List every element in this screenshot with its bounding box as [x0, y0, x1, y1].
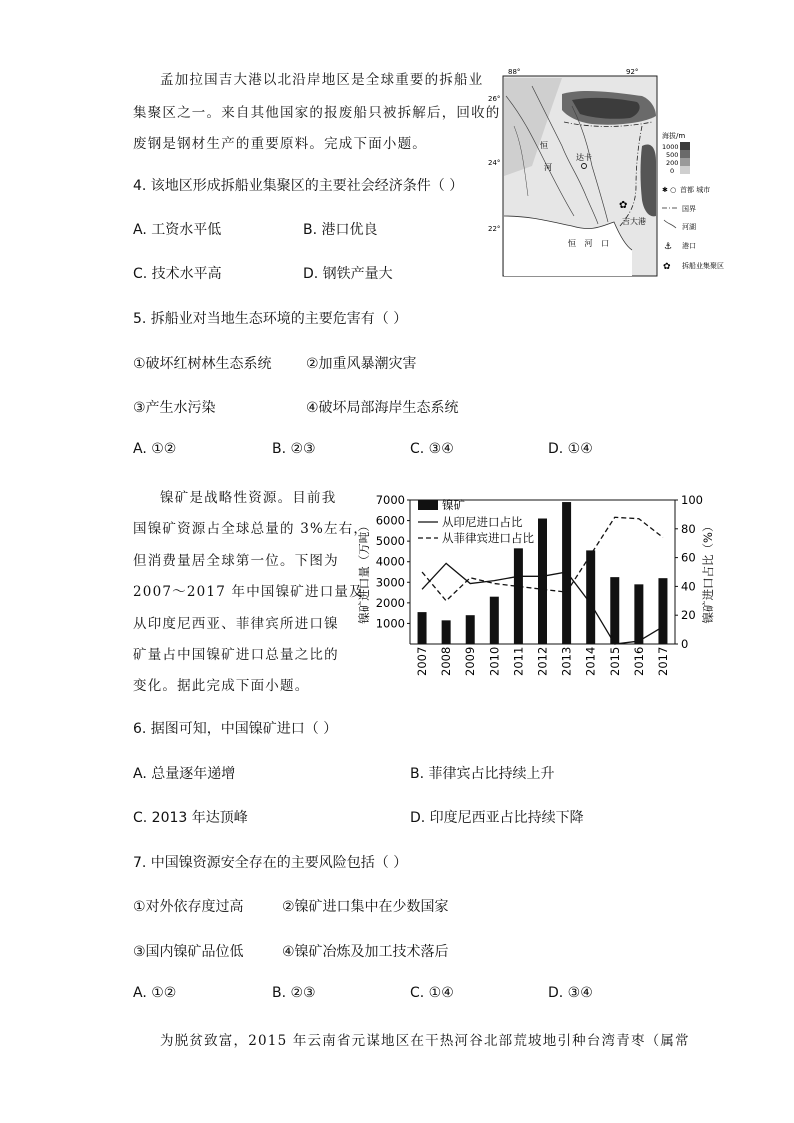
q5-statement-4: ④破坏局部海岸生态系统 [306, 400, 459, 416]
legend-bar-label: 镍矿 [442, 498, 465, 512]
q5-option-b[interactable]: B. ②③ [272, 441, 316, 457]
lat-label-26: 26° [488, 95, 501, 103]
river-label-he: 河 [544, 163, 552, 172]
q5-statement-2: ②加重风暴潮灾害 [306, 356, 417, 372]
right-tick-label: 0 [681, 637, 689, 651]
q7-option-a[interactable]: A. ①② [133, 985, 177, 1001]
x-tick-label: 2017 [655, 646, 670, 676]
intro1-line1: 孟加拉国吉大港以北沿岸地区是全球重要的拆船业 [160, 72, 484, 88]
q7-option-b[interactable]: B. ②③ [272, 985, 316, 1001]
q5-stem: 5. 拆船业对当地生态环境的主要危害有（ ） [133, 311, 408, 327]
bar-2007 [418, 612, 427, 644]
q6-option-b[interactable]: B. 菲律宾占比持续上升 [410, 766, 555, 782]
intro2-line4: 2007～2017 年中国镍矿进口量及 [133, 584, 364, 600]
q4-option-c[interactable]: C. 技术水平高 [133, 266, 222, 282]
legend-item-shipbreaking: 拆船业集聚区 [682, 262, 724, 270]
legend-swatch-200 [680, 158, 690, 166]
bar-2014 [586, 550, 595, 644]
q4-stem: 4. 该地区形成拆船业集聚区的主要社会经济条件（ ） [133, 178, 464, 194]
x-tick-label: 2007 [415, 646, 430, 676]
q7-statement-4: ④镍矿冶炼及加工技术落后 [282, 944, 449, 960]
left-tick-label: 5000 [375, 534, 405, 549]
right-axis-title: 镍矿进口占比（%） [701, 520, 715, 624]
x-tick-label: 2010 [487, 646, 502, 676]
intro1-line2: 集聚区之一。来自其他国家的报废船只被拆解后，回收的 [133, 105, 501, 121]
lon-label-92: 92° [626, 68, 639, 76]
shipbreaking-cluster-icon: ✿ [619, 200, 628, 211]
bar-2012 [538, 519, 547, 644]
legend-philippines-label: 从菲律宾进口占比 [442, 531, 534, 545]
q6-option-c[interactable]: C. 2013 年达顶峰 [133, 810, 248, 826]
river-label-heng: 恒 [540, 141, 548, 150]
intro2-line1: 镍矿是战略性资源。目前我 [160, 490, 337, 506]
q7-statement-1: ①对外依存度过高 [133, 899, 244, 915]
intro2-line3: 但消费量居全球第一位。下图为 [133, 553, 339, 569]
left-tick-label: 7000 [375, 493, 405, 507]
legend-indonesia-label: 从印尼进口占比 [442, 515, 523, 529]
estuary-label: 恒 河 口 [568, 239, 613, 248]
right-tick-label: 80 [681, 521, 696, 536]
legend-title: 海拔/m [662, 132, 686, 140]
bangladesh-map-figure [488, 66, 742, 280]
q5-option-a[interactable]: A. ①② [133, 441, 177, 457]
nickel-chart-figure [350, 492, 730, 682]
bar-2010 [490, 597, 499, 644]
q6-option-a[interactable]: A. 总量逐年递增 [133, 766, 236, 782]
lat-label-22: 22° [488, 225, 501, 233]
q7-statement-2: ②镍矿进口集中在少数国家 [282, 899, 449, 915]
right-tick-label: 20 [681, 608, 696, 623]
right-tick-label: 60 [681, 550, 696, 565]
legend-item-capital-city: 首都 城市 [680, 186, 711, 194]
lat-label-24: 24° [488, 159, 501, 167]
nickel-import-chart [350, 492, 730, 682]
left-tick-label: 3000 [375, 575, 405, 590]
legend-swatch-500 [680, 150, 690, 158]
flower-icon: ✿ [663, 262, 671, 272]
legend-bar-swatch [418, 500, 438, 510]
intro2-line6: 矿量占中国镍矿进口总量之比的 [133, 647, 339, 663]
x-tick-label: 2011 [511, 646, 526, 676]
right-tick-label: 100 [681, 493, 703, 507]
q6-option-d[interactable]: D. 印度尼西亚占比持续下降 [410, 810, 584, 826]
intro1-line3: 废钢是钢材生产的重要原料。完成下面小题。 [133, 136, 427, 152]
bar-2008 [442, 620, 451, 644]
q7-option-d[interactable]: D. ③④ [548, 985, 593, 1001]
x-tick-label: 2009 [463, 646, 478, 676]
legend-level: 200 [666, 159, 679, 167]
bar-2016 [634, 584, 643, 644]
legend-river-line [664, 220, 676, 228]
port-label: 吉大港 [622, 217, 646, 226]
left-tick-label: 1000 [375, 616, 405, 631]
left-axis-title: 镍矿进口量（万吨） [357, 520, 371, 624]
q6-stem: 6. 据图可知，中国镍矿进口（ ） [133, 721, 338, 737]
legend-item-river: 河湖 [682, 223, 696, 231]
left-tick-label: 2000 [375, 595, 405, 610]
q5-statement-1: ①破坏红树林生态系统 [133, 356, 272, 372]
right-tick-label: 40 [681, 579, 696, 594]
left-tick-label: 4000 [375, 554, 405, 569]
capital-city-icon: ✱ ○ [662, 186, 677, 194]
left-tick-label: 6000 [375, 513, 405, 528]
bar-2017 [658, 578, 667, 644]
x-tick-label: 2016 [631, 646, 646, 676]
x-tick-label: 2015 [607, 646, 622, 676]
anchor-icon: ⚓ [664, 242, 673, 252]
x-tick-label: 2012 [535, 646, 550, 676]
intro3-line1: 为脱贫致富，2015 年云南省元谋地区在干热河谷北部荒坡地引种台湾青枣（属常 [160, 1033, 690, 1049]
q7-stem: 7. 中国镍资源安全存在的主要风险包括（ ） [133, 855, 408, 871]
bar-2015 [610, 577, 619, 644]
legend-swatch-0 [680, 166, 690, 174]
q4-option-a[interactable]: A. 工资水平低 [133, 222, 222, 238]
legend-level: 1000 [662, 143, 679, 151]
x-tick-label: 2008 [439, 646, 454, 676]
intro2-line5: 从印度尼西亚、菲律宾所进口镍 [133, 616, 339, 632]
legend-item-port: 港口 [682, 242, 696, 250]
legend-swatch-1000 [680, 142, 690, 150]
q5-statement-3: ③产生水污染 [133, 400, 216, 416]
bar-2009 [466, 615, 475, 644]
q5-option-c[interactable]: C. ③④ [410, 441, 454, 457]
legend-level: 500 [666, 151, 679, 159]
intro2-line2: 国镍矿资源占全球总量的 3%左右， [133, 521, 369, 537]
capital-label: 达卡 [576, 153, 592, 162]
q5-option-d[interactable]: D. ①④ [548, 441, 593, 457]
q4-option-d[interactable]: D. 钢铁产量大 [303, 266, 393, 282]
lon-label-88: 88° [508, 68, 521, 76]
intro2-line7: 变化。据此完成下面小题。 [133, 678, 310, 694]
q7-statement-3: ③国内镍矿品位低 [133, 944, 244, 960]
q4-option-b[interactable]: B. 港口优良 [303, 222, 378, 238]
legend-item-border: 国界 [682, 205, 696, 213]
q7-option-c[interactable]: C. ①④ [410, 985, 454, 1001]
legend-level: 0 [670, 167, 675, 175]
x-tick-label: 2013 [559, 646, 574, 676]
bangladesh-map [488, 66, 742, 280]
x-tick-label: 2014 [583, 646, 598, 676]
bar-2011 [514, 548, 523, 644]
